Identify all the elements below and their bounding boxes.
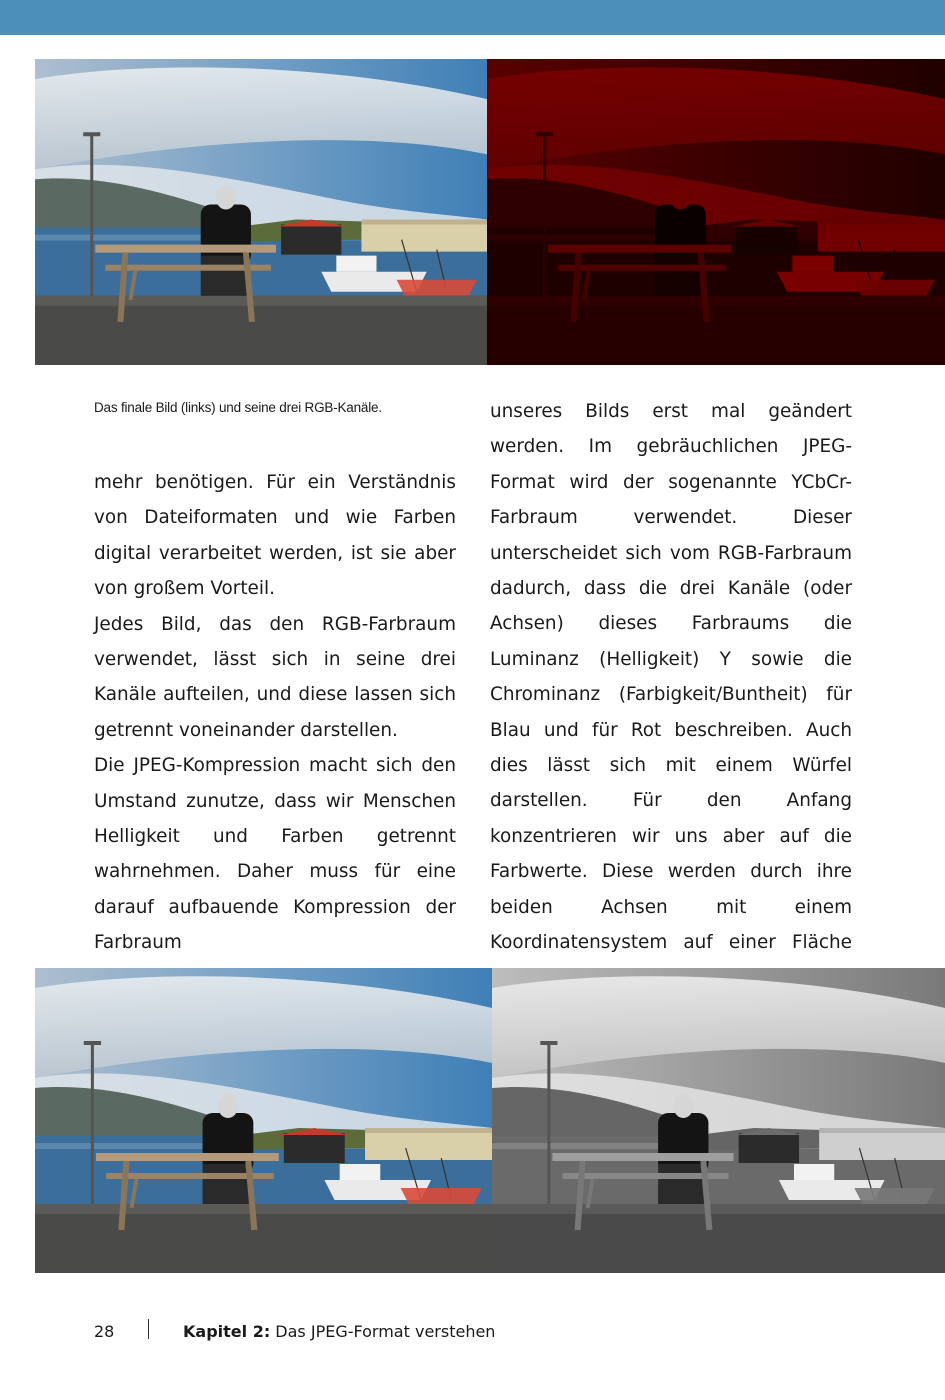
chapter-name: Das JPEG-Format verstehen bbox=[270, 1322, 496, 1341]
chapter-title bbox=[183, 1322, 495, 1341]
chapter-label: Kapitel 2: bbox=[183, 1322, 271, 1341]
photo-luminance-grayscale bbox=[492, 968, 945, 1273]
paragraph: unseres Bilds erst mal geändert werden. Im gebräuchlichen JPEG-Format wird der sogenannte YCbCr-Farbraum verwendet. Dieser unterscheidet sich vom RGB-Farbraum dadurch, dass die drei Kanäle (oder Achsen) dieses Farbraums die Luminanz (Helligkeit) Y sowie die Chrominanz (Farbigkeit/Buntheit) für Blau und für Rot beschreiben. Auch dies lässt sich mit einem Würfel darstellen. Für den Anfang konzentrieren wir uns aber auf die Farbwerte. Diese werden durch ihre beiden Achsen mit einem Koordinatensystem auf einer Fläche bbox=[490, 401, 852, 954]
page-number: 28 bbox=[94, 1322, 115, 1341]
photo-final-color bbox=[35, 59, 487, 365]
photo-red-channel bbox=[487, 59, 945, 365]
paragraph: Jedes Bild, das den RGB-Farbraum verwendet, lässt sich in seine drei Kanäle aufteilen, und diese lassen sich getrennt voneinander darstellen. bbox=[94, 613, 456, 741]
header-bar bbox=[0, 0, 945, 35]
paragraph: Die JPEG-Kompression macht sich den Umstand zunutze, dass wir Menschen Helligkeit und Farben getrennt wahrnehmen. Daher muss für eine darauf aufbauende Kompression der Farbraum bbox=[94, 755, 456, 954]
text-column-left bbox=[94, 465, 456, 961]
footer-divider bbox=[148, 1319, 149, 1339]
paragraph: mehr benötigen. Für ein Verständnis von Dateiformaten und wie Farben digital verarbeitet werden, ist sie aber von großem Vorteil. bbox=[94, 472, 456, 600]
figure-caption: Das finale Bild (links) und seine drei RGB-Kanäle. bbox=[94, 400, 382, 415]
photo-color bbox=[35, 968, 492, 1273]
text-column-right bbox=[490, 394, 852, 996]
